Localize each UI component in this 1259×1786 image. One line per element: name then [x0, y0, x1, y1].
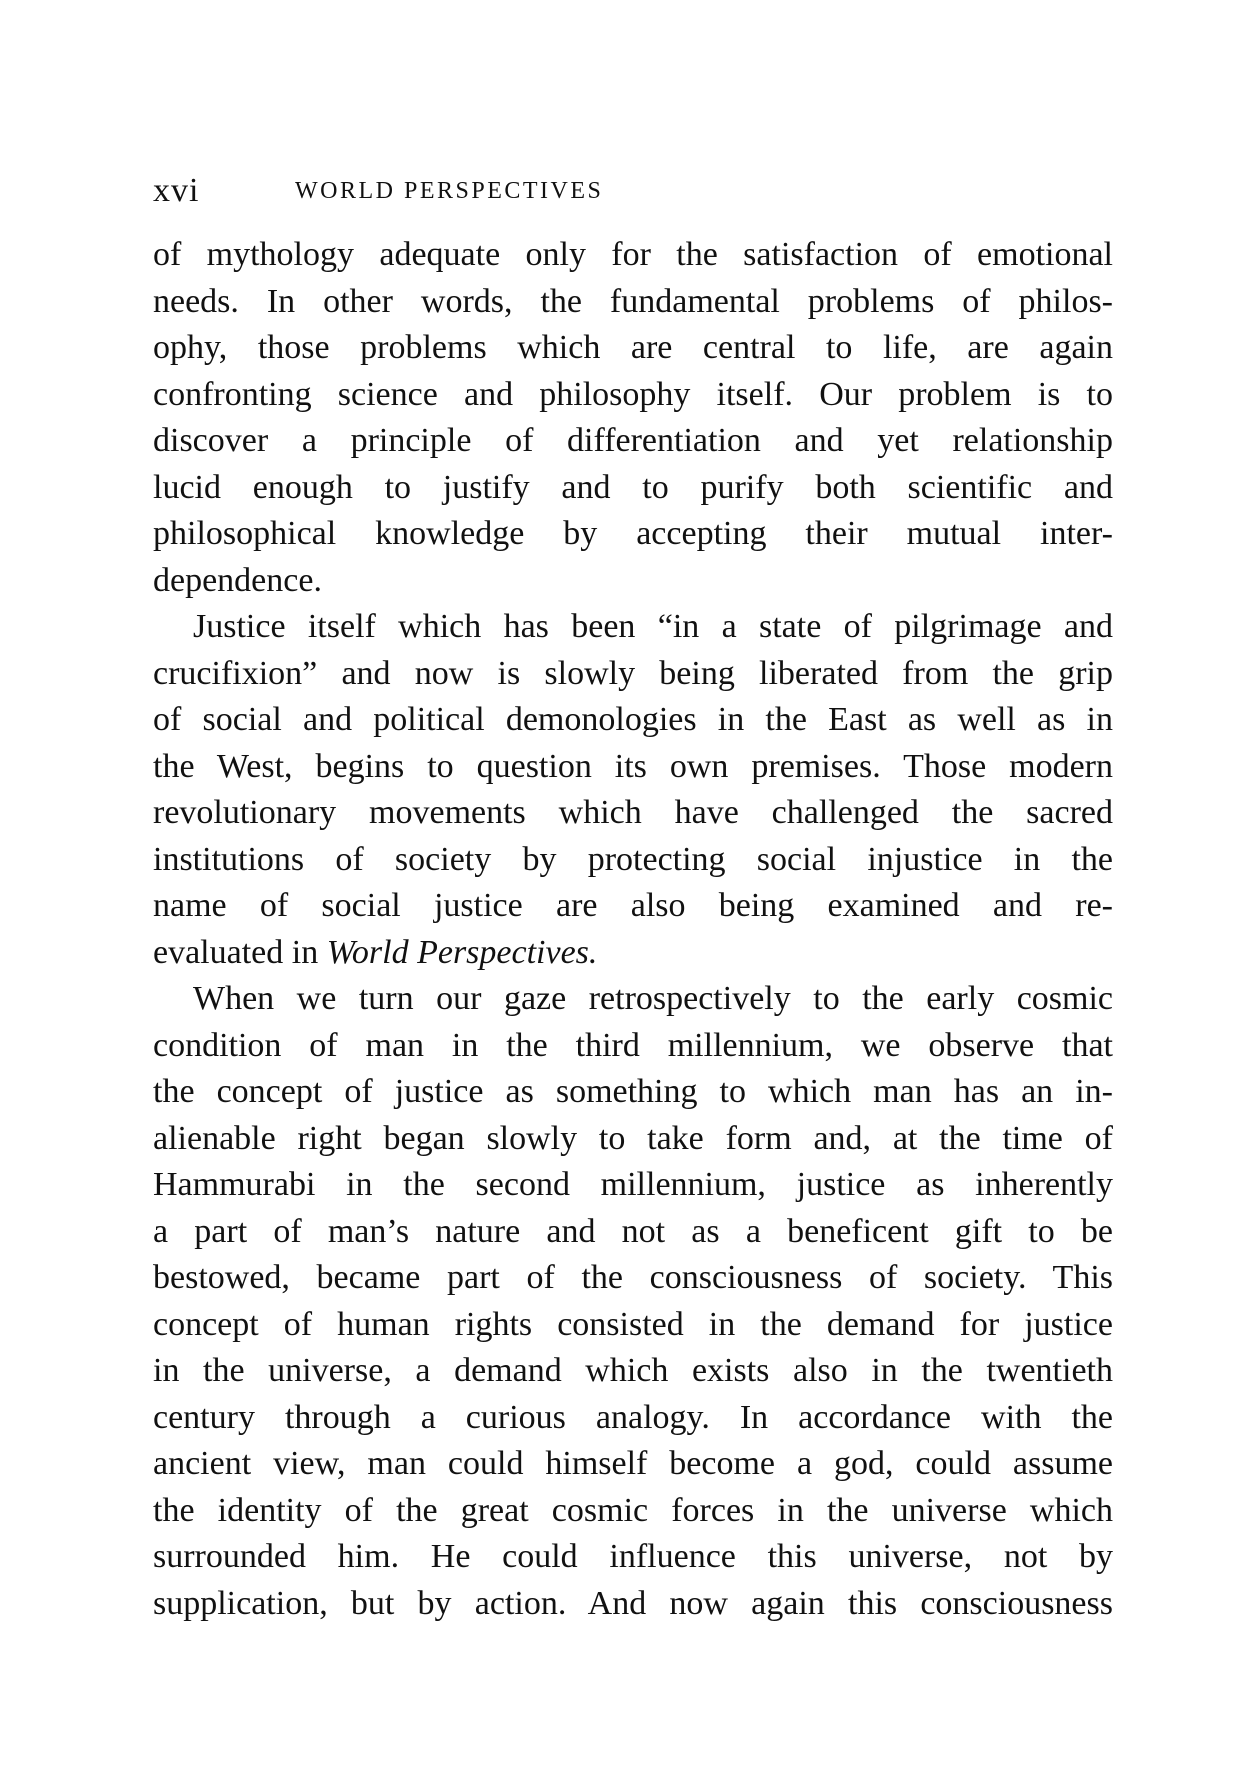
text-line: condition of man in the third millennium, we observe that — [153, 1026, 1113, 1064]
text-line: concept of human rights consisted in the demand for justice — [153, 1305, 1113, 1343]
text-line: institutions of society by protecting social injustice in the — [153, 840, 1113, 878]
text-line: bestowed, became part of the consciousness of society. This — [153, 1259, 1113, 1296]
text-segment: evaluated in — [153, 933, 327, 971]
text-line: confronting science and philosophy itself. Our problem is to — [153, 375, 1113, 413]
text-line: in the universe, a demand which exists also in the twentieth — [153, 1352, 1113, 1389]
text-line: the identity of the great cosmic forces in the universe which — [153, 1491, 1113, 1529]
text-line — [153, 930, 1113, 977]
paragraph — [153, 976, 1113, 1627]
text-line: discover a principle of differentiation and yet relationship — [153, 422, 1113, 459]
text-line: revolutionary movements which have challenged the sacred — [153, 794, 1113, 831]
paragraph — [153, 604, 1113, 976]
text-line: dependence. — [153, 561, 322, 599]
text-line: supplication, but by action. And now again this consciousness — [153, 1584, 1113, 1622]
text-line: a part of man’s nature and not as a beneficent gift to be — [153, 1212, 1113, 1250]
text-line: century through a curious analogy. In accordance with the — [153, 1398, 1113, 1436]
page-number: xvi — [153, 172, 200, 209]
book-title-italic: World Perspectives. — [326, 933, 598, 971]
text-line: name of social justice are also being examined and re- — [153, 887, 1113, 924]
text-line: the concept of justice as something to which man has an in- — [153, 1073, 1113, 1110]
running-title: WORLD PERSPECTIVES — [295, 178, 604, 204]
text-line: philosophical knowledge by accepting their mutual inter- — [153, 515, 1113, 552]
text-line: ophy, those problems which are central to life, are again — [153, 329, 1113, 366]
running-head — [153, 172, 1113, 216]
text-line: lucid enough to justify and to purify both scientific and — [153, 468, 1113, 506]
text-line: of mythology adequate only for the satisfaction of emotional — [153, 236, 1113, 273]
text-line: crucifixion” and now is slowly being liberated from the grip — [153, 654, 1113, 692]
text-line: the West, begins to question its own premises. Those modern — [153, 747, 1113, 785]
text-line: of social and political demonologies in the East as well as in — [153, 701, 1113, 738]
text-line: Justice itself which has been “in a state of pilgrimage and — [193, 608, 1113, 645]
text-line: alienable right began slowly to take form and, at the time of — [153, 1119, 1113, 1157]
text-line: ancient view, man could himself become a god, could assume — [153, 1445, 1113, 1482]
body-text — [153, 232, 1113, 1627]
text-line: Hammurabi in the second millennium, justice as inherently — [153, 1166, 1113, 1203]
text-line: When we turn our gaze retrospectively to the early cosmic — [193, 980, 1113, 1017]
text-line: surrounded him. He could influence this universe, not by — [153, 1538, 1113, 1575]
paragraph — [153, 232, 1113, 604]
text-line: needs. In other words, the fundamental problems of philos- — [153, 282, 1113, 320]
